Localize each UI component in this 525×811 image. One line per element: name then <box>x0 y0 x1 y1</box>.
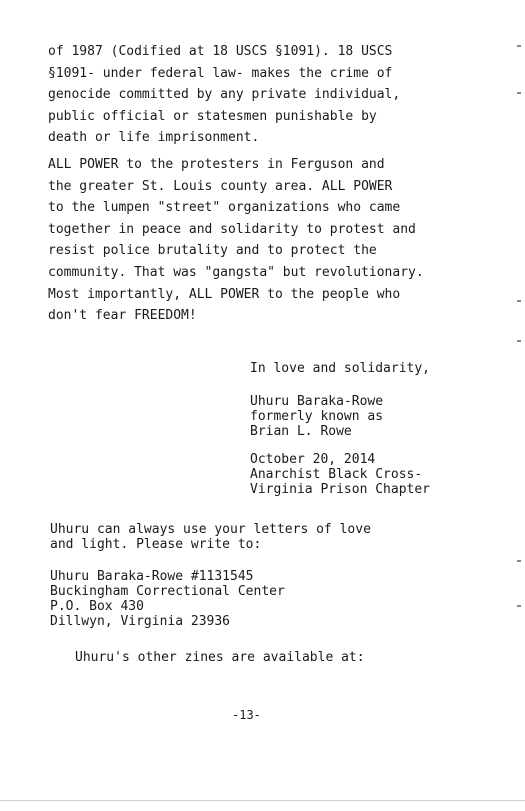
scan-artifact-mark <box>517 92 521 94</box>
scan-edge-line <box>0 800 525 801</box>
scan-artifact-mark <box>517 605 521 607</box>
write-to-note: Uhuru can always use your letters of love and light. Please write to: <box>50 522 371 552</box>
zines-availability-note: Uhuru's other zines are available at: <box>75 650 365 665</box>
body-paragraph-all-power: ALL POWER to the protesters in Ferguson and the greater St. Louis county area. ALL POWER to the lumpen "street" organizations who came together in peace and solidarity to protest and resist police brutality and to protect the community. That was "gangsta" but revolutionary. Most importantly, ALL POWER to the people who don't fear FREEDOM! <box>48 157 424 324</box>
page-number: -13- <box>232 708 261 722</box>
date-and-organization: October 20, 2014 Anarchist Black Cross- Virginia Prison Chapter <box>250 452 431 497</box>
body-paragraph-genocide-law: of 1987 (Codified at 18 USCS §1091). 18 USCS §1091- under federal law- makes the crime of genocide committed by any private individual, public official or statesmen punishable by death or life imprisonment. <box>48 44 401 146</box>
mailing-address: Uhuru Baraka-Rowe #1131545 Buckingham Correctional Center P.O. Box 430 Dillwyn, Virginia 23936 <box>50 569 285 629</box>
signer-name: Uhuru Baraka-Rowe formerly known as Brian L. Rowe <box>250 394 384 439</box>
scan-artifact-mark <box>517 300 521 302</box>
scan-artifact-mark <box>517 340 521 342</box>
scan-artifact-mark <box>517 45 521 47</box>
scan-artifact-mark <box>517 560 521 562</box>
closing-line: In love and solidarity, <box>250 361 431 376</box>
